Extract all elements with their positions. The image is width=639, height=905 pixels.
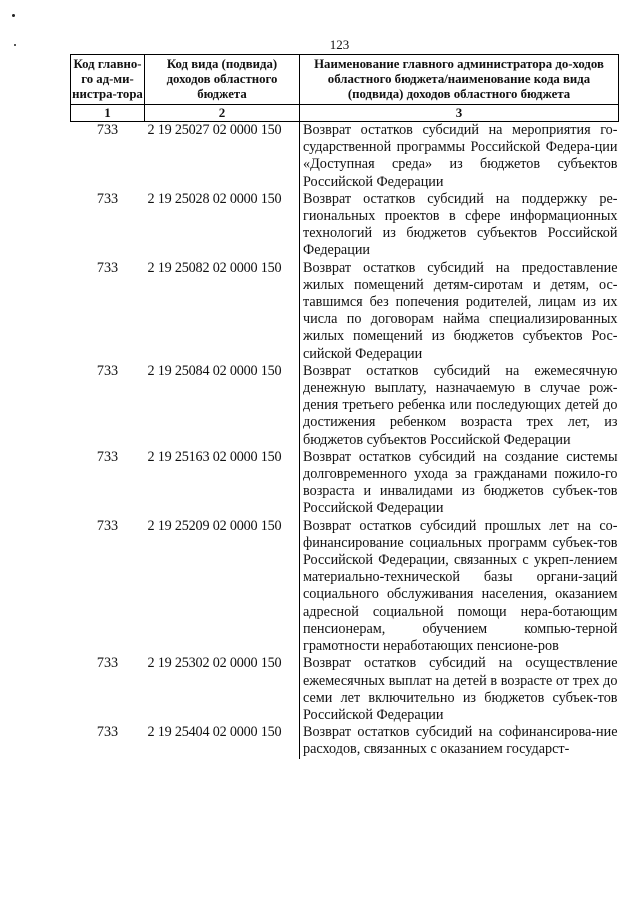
income-name: Возврат остатков субсидий на поддержку ре-гиональных проектов в сфере информационных технологий из бюджетов субъектов Российской Федерации — [300, 191, 619, 260]
column-number: 1 — [71, 105, 145, 122]
admin-code: 733 — [96, 448, 119, 465]
header-admin-code: Код главно-го ад-ми-нистра-тора — [71, 55, 145, 105]
table-row — [71, 449, 619, 518]
column-number: 3 — [300, 105, 619, 122]
table-row — [71, 724, 619, 758]
income-name: Возврат остатков субсидий на софинансирова-ние расходов, связанных с оказанием государст- — [300, 724, 619, 758]
income-name: Возврат остатков субсидий на мероприятия го-сударственной программы Российской Федера-ции «Доступная среда» из бюджетов субъектов Российской Федерации — [300, 122, 619, 191]
admin-code: 733 — [96, 724, 119, 741]
income-name: Возврат остатков субсидий на создание системы долговременного ухода за гражданами пожило-го возраста и инвалидами из бюджетов субъек-тов Российской Федерации — [300, 449, 619, 518]
income-code: 2 19 25302 02 0000 150 — [147, 655, 282, 672]
header-income-code: Код вида (подвида) доходов областного бюджета — [145, 55, 300, 105]
admin-code: 733 — [96, 122, 119, 138]
table-row — [71, 260, 619, 363]
budget-income-table — [70, 54, 619, 759]
income-code: 2 19 25027 02 0000 150 — [147, 122, 282, 138]
admin-code: 733 — [96, 655, 119, 672]
header-name: Наименование главного администратора до-ходов областного бюджета/наименование кода вида (подвида) доходов областного бюджета — [300, 55, 619, 105]
income-code: 2 19 25084 02 0000 150 — [147, 362, 282, 379]
admin-code: 733 — [96, 190, 119, 207]
income-code: 2 19 25163 02 0000 150 — [147, 448, 282, 465]
column-number: 2 — [145, 105, 300, 122]
table-header-row — [71, 55, 619, 105]
income-name: Возврат остатков субсидий на ежемесячную денежную выплату, назначаемую в случае рож-дения третьего ребенка или последующих детей до достижения ребенком возраста трех лет, из бюджетов субъектов Российской Федерации — [300, 363, 619, 449]
admin-code: 733 — [96, 362, 119, 379]
column-number-row — [71, 105, 619, 122]
income-code: 2 19 25404 02 0000 150 — [147, 724, 282, 741]
table-row — [71, 655, 619, 724]
table-row — [71, 122, 619, 191]
table-row — [71, 191, 619, 260]
page-number: 123 — [329, 37, 350, 52]
income-name: Возврат остатков субсидий на осуществление ежемесячных выплат на детей в возрасте от трех до семи лет включительно из бюджетов субъек-тов Российской Федерации — [300, 655, 619, 724]
table-row — [71, 363, 619, 449]
income-code: 2 19 25028 02 0000 150 — [147, 190, 282, 207]
income-code: 2 19 25082 02 0000 150 — [147, 259, 282, 276]
income-name: Возврат остатков субсидий на предоставление жилых помещений детям-сиротам и детям, ос-тавшимся без попечения родителей, лицам из их числа по договорам найма специализированных жилых помещений из бюджетов субъектов Рос-сийской Федерации — [300, 260, 619, 363]
admin-code: 733 — [96, 259, 119, 276]
income-code: 2 19 25209 02 0000 150 — [147, 517, 282, 534]
income-name: Возврат остатков субсидий прошлых лет на со-финансирование социальных программ субъек-тов Российской Федерации, связанных с укреп-лением материально-технической базы органи-заций социального обслуживания населения, оказанием адресной социальной помощи нера-ботающим пенсионерам, обучением компью-терной грамотности неработающих пенсионе-ров — [300, 518, 619, 656]
admin-code: 733 — [96, 517, 119, 534]
table-row — [71, 518, 619, 656]
scan-speck — [12, 14, 15, 17]
